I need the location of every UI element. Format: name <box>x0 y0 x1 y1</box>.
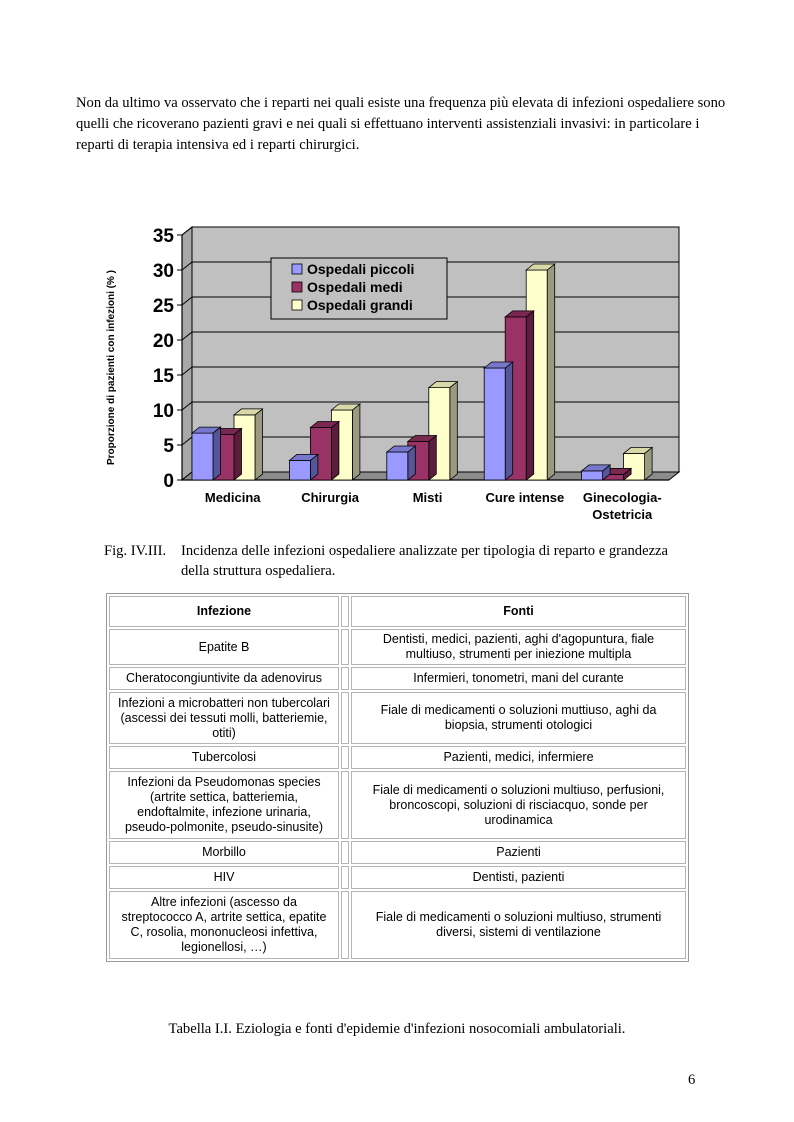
legend-label: Ospedali piccoli <box>307 261 415 277</box>
y-tick-label: 25 <box>152 296 174 317</box>
table-row <box>109 866 686 889</box>
table-row <box>109 771 686 839</box>
figure-number: Fig. IV.III. <box>104 543 167 559</box>
legend-label: Ospedali medi <box>307 279 403 295</box>
y-tick-label: 35 <box>152 226 174 247</box>
plot-side-wall <box>182 227 192 480</box>
cell-fonti: Fiale di medicamenti o soluzioni muttiuso, aghi da biopsia, strumenti otologici <box>351 692 686 744</box>
legend-swatch <box>292 282 302 292</box>
header-fonti: Fonti <box>351 596 686 627</box>
sources-table <box>106 593 689 962</box>
table-row <box>109 891 686 959</box>
x-tick-label: Cure intense <box>485 490 565 505</box>
bar <box>192 433 213 480</box>
x-tick-label: Ostetricia <box>592 507 653 522</box>
y-tick-label: 20 <box>152 331 174 352</box>
bar-side <box>213 427 221 480</box>
legend-swatch <box>292 300 302 310</box>
cell-infezione: Morbillo <box>109 841 339 864</box>
bar-side <box>352 404 360 480</box>
cell-fonti: Infermieri, tonometri, mani del curante <box>351 667 686 690</box>
header-spacer <box>341 596 349 627</box>
cell-fonti: Fiale di medicamenti o soluzioni multiuso, perfusioni, broncoscopi, soluzioni di risciacquo, sonde per urodinamica <box>351 771 686 839</box>
y-tick-label: 15 <box>152 366 174 387</box>
cell-spacer <box>341 667 349 690</box>
cell-infezione: Infezioni da Pseudomonas species (artrite settica, batteriemia, endoftalmite, infezione urinaria, pseudo-polmonite, pseudo-sinusite) <box>109 771 339 839</box>
header-infezione: Infezione <box>109 596 339 627</box>
table-row <box>109 629 686 665</box>
chart-canvas <box>100 222 690 527</box>
table-row <box>109 841 686 864</box>
bar <box>582 471 603 480</box>
bar <box>289 460 310 480</box>
x-tick-label: Misti <box>412 490 443 505</box>
cell-spacer <box>341 841 349 864</box>
bar-side <box>331 422 339 481</box>
cell-infezione: Tubercolosi <box>109 746 339 769</box>
figure-caption-line1: Incidenza delle infezioni ospedaliere analizzate per tipologia di reparto e grandezza <box>181 543 669 559</box>
cell-spacer <box>341 746 349 769</box>
cell-infezione: Infezioni a microbatteri non tubercolari (ascessi dei tessuti molli, batteriemie, otiti) <box>109 692 339 744</box>
page-number: 6 <box>688 1072 696 1088</box>
bar <box>484 368 505 480</box>
y-tick-label: 10 <box>152 401 174 422</box>
cell-spacer <box>341 692 349 744</box>
table-caption: Tabella I.I. Eziologia e fonti d'epidemie d'infezioni nosocomiali ambulatoriali. <box>168 1021 626 1037</box>
bar-side <box>547 264 555 480</box>
bar <box>387 452 408 480</box>
bar-side <box>450 382 458 480</box>
legend-label: Ospedali grandi <box>307 297 413 313</box>
body-paragraph: Non da ultimo va osservato che i reparti nei quali esiste una frequenza più elevata di infezioni ospedaliere sono quelli che ricoverano pazienti gravi e nei quali si effettuano interventi assistenziali invasivi: in particolare i reparti di terapia intensiva ed i reparti chirurgici. <box>76 95 726 153</box>
bar-side <box>234 429 242 481</box>
bar-side <box>505 362 513 480</box>
cell-fonti: Dentisti, pazienti <box>351 866 686 889</box>
y-tick-label: 0 <box>163 471 174 492</box>
cell-infezione: HIV <box>109 866 339 889</box>
table-row <box>109 667 686 690</box>
table-row <box>109 746 686 769</box>
bar-side <box>429 436 437 481</box>
cell-infezione: Epatite B <box>109 629 339 665</box>
legend-swatch <box>292 264 302 274</box>
y-tick-label: 5 <box>163 436 174 457</box>
cell-fonti: Pazienti <box>351 841 686 864</box>
cell-infezione: Cheratocongiuntivite da adenovirus <box>109 667 339 690</box>
cell-spacer <box>341 891 349 959</box>
cell-spacer <box>341 629 349 665</box>
x-tick-label: Chirurgia <box>301 490 359 505</box>
bar-side <box>255 409 263 480</box>
cell-spacer <box>341 866 349 889</box>
figure-caption <box>104 541 724 581</box>
y-tick-label: 30 <box>152 261 174 282</box>
bar-chart <box>100 222 690 527</box>
cell-spacer <box>341 771 349 839</box>
cell-fonti: Fiale di medicamenti o soluzioni multiuso, strumenti diversi, sistemi di ventilazione <box>351 891 686 959</box>
table-header-row <box>109 596 686 627</box>
x-tick-label: Ginecologia- <box>582 490 662 505</box>
table-row <box>109 692 686 744</box>
bar-side <box>526 311 534 480</box>
y-axis-label: Proporzione di pazienti con infezioni (% ) <box>106 270 117 465</box>
figure-caption-line2: della struttura ospedaliera. <box>181 563 336 579</box>
cell-fonti: Dentisti, medici, pazienti, aghi d'agopuntura, fiale multiuso, strumenti per iniezione multipla <box>351 629 686 665</box>
cell-infezione: Altre infezioni (ascesso da streptococco A, artrite settica, epatite C, rosolia, mononucleosi infettiva, legionellosi, …) <box>109 891 339 959</box>
x-tick-label: Medicina <box>204 490 261 505</box>
cell-fonti: Pazienti, medici, infermiere <box>351 746 686 769</box>
